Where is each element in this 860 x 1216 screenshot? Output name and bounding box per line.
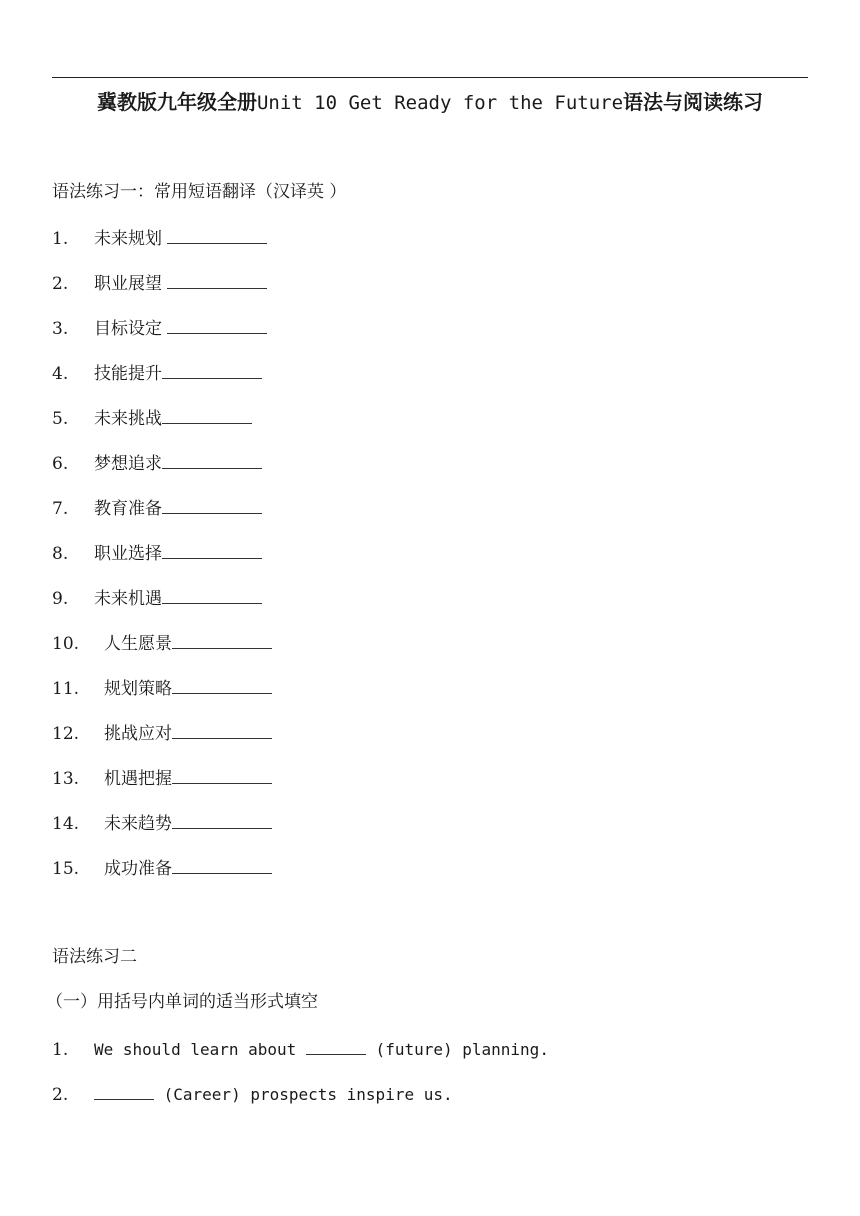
phrase-item	[52, 540, 262, 566]
phrase-item	[52, 765, 272, 791]
item-number: 1.	[52, 1040, 69, 1060]
section2-heading: 语法练习二	[52, 947, 137, 967]
item-number: 8.	[52, 544, 69, 564]
answer-blank[interactable]	[172, 855, 272, 874]
item-number: 3.	[52, 319, 69, 339]
answer-blank[interactable]	[172, 810, 272, 829]
item-number: 10.	[52, 634, 80, 654]
item-text: 职业展望	[94, 274, 162, 294]
item-number: 11.	[52, 679, 80, 699]
item-text: 挑战应对	[104, 724, 172, 744]
phrase-item	[52, 225, 267, 251]
phrase-item	[52, 405, 252, 431]
phrase-item	[52, 270, 267, 296]
phrase-item	[52, 450, 262, 476]
section1-heading: 语法练习一：常用短语翻译（汉译英 ）	[52, 182, 347, 202]
item-number: 15.	[52, 859, 80, 879]
item-text: 未来挑战	[94, 409, 162, 429]
answer-blank[interactable]	[167, 270, 267, 289]
item-text: 成功准备	[104, 859, 172, 879]
fill-item	[52, 1036, 549, 1062]
item-number: 7.	[52, 499, 69, 519]
title-english: Unit 10 Get Ready for the Future	[256, 92, 624, 114]
title-prefix: 冀教版九年级全册	[96, 90, 257, 114]
item-number: 13.	[52, 769, 80, 789]
answer-blank[interactable]	[172, 675, 272, 694]
section2-subheading: （一）用括号内单词的适当形式填空	[46, 992, 318, 1012]
item-text: 机遇把握	[104, 769, 172, 789]
phrase-item	[52, 720, 272, 746]
fill-item	[52, 1081, 453, 1107]
item-text-after: (Career) prospects inspire us.	[154, 1085, 453, 1104]
phrase-item	[52, 360, 262, 386]
answer-blank[interactable]	[94, 1081, 154, 1100]
answer-blank[interactable]	[172, 765, 272, 784]
item-number: 1.	[52, 229, 69, 249]
answer-blank[interactable]	[306, 1036, 366, 1055]
phrase-item	[52, 495, 262, 521]
item-text: 未来趋势	[104, 814, 172, 834]
answer-blank[interactable]	[167, 315, 267, 334]
answer-blank[interactable]	[162, 540, 262, 559]
answer-blank[interactable]	[162, 450, 262, 469]
item-number: 14.	[52, 814, 80, 834]
item-number: 5.	[52, 409, 69, 429]
answer-blank[interactable]	[167, 225, 267, 244]
phrase-item	[52, 630, 272, 656]
item-text: 职业选择	[94, 544, 162, 564]
answer-blank[interactable]	[162, 360, 262, 379]
item-text: 目标设定	[94, 319, 162, 339]
item-text: 梦想追求	[94, 454, 162, 474]
item-number: 9.	[52, 589, 69, 609]
answer-blank[interactable]	[162, 585, 262, 604]
header-rule	[52, 77, 808, 78]
item-text: 未来规划	[94, 229, 162, 249]
page-title	[0, 88, 860, 117]
item-text-after: (future) planning.	[365, 1040, 549, 1059]
item-number: 6.	[52, 454, 69, 474]
phrase-item	[52, 675, 272, 701]
item-number: 12.	[52, 724, 80, 744]
item-number: 4.	[52, 364, 69, 384]
item-text: 未来机遇	[94, 589, 162, 609]
item-number: 2.	[52, 274, 69, 294]
phrase-item	[52, 855, 272, 881]
item-text: 教育准备	[94, 499, 162, 519]
answer-blank[interactable]	[172, 630, 272, 649]
answer-blank[interactable]	[162, 495, 262, 514]
title-suffix: 语法与阅读练习	[623, 90, 764, 114]
answer-blank[interactable]	[172, 720, 272, 739]
phrase-item	[52, 315, 267, 341]
item-text: 规划策略	[104, 679, 172, 699]
item-number: 2.	[52, 1085, 69, 1105]
phrase-item	[52, 810, 272, 836]
answer-blank[interactable]	[162, 405, 252, 424]
phrase-item	[52, 585, 262, 611]
item-text-before: We should learn about	[94, 1040, 306, 1059]
item-text: 人生愿景	[104, 634, 172, 654]
item-text: 技能提升	[94, 364, 162, 384]
